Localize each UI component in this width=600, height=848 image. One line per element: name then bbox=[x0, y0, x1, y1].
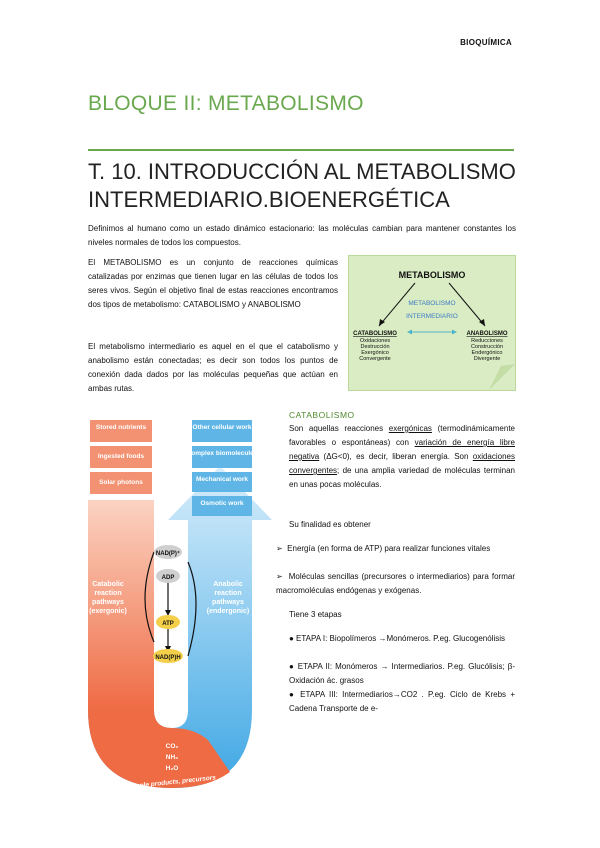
catabolic-anabolic-figure bbox=[68, 410, 276, 804]
catabolismo-item-3: Exergónico bbox=[361, 350, 389, 356]
anabolic-label-1: Anabolic bbox=[213, 581, 243, 588]
simple-products-label: Simple products, precursors bbox=[127, 774, 217, 791]
solar-photons-label: Solar photons bbox=[99, 479, 143, 486]
adp-label: ADP bbox=[161, 575, 175, 581]
metabolismo-diagram bbox=[348, 255, 516, 391]
nadph-label: NAD(P)H bbox=[155, 655, 181, 661]
ingested-foods-label: Ingested foods bbox=[97, 453, 145, 460]
catabolic-label-1: Catabolic bbox=[92, 581, 124, 588]
catabolismo-title: CATABOLISMO bbox=[353, 331, 397, 337]
metabolismo-paragraph bbox=[88, 256, 338, 312]
nadp-label: NAD(P)⁺ bbox=[155, 551, 181, 557]
page-curl-icon bbox=[489, 364, 515, 390]
catabolic-anabolic-svg bbox=[68, 410, 276, 804]
other-work-label: Other cellular work bbox=[192, 424, 252, 431]
section-divider bbox=[88, 149, 514, 151]
cat-text-e: (ΔG<0), es decir, liberan energía. Son bbox=[319, 452, 473, 461]
cat-convergentes: convergentes bbox=[289, 466, 338, 475]
h2o-label: H₂O bbox=[165, 765, 179, 772]
stored-nutrients-label: Stored nutrients bbox=[95, 424, 147, 431]
intermediario-paragraph: El metabolismo intermediario es aquel en el que el catabolismo y anabolismo están conectadas; es decir son todos los puntos de conexión dada dados por las moléculas pequeñas que actúan en ambas rutas. bbox=[88, 342, 338, 393]
complex-biomolecules-label: Complex biomolecules bbox=[186, 450, 258, 457]
anabolismo-item-4: Divergente bbox=[473, 356, 501, 362]
cat-exergonicas: exergónicas bbox=[388, 424, 432, 433]
anabolismo-title: ANABOLISMO bbox=[466, 331, 508, 337]
nh3-label: NH₃ bbox=[165, 754, 179, 761]
catabolic-label-4: (exergonic) bbox=[89, 608, 127, 615]
cat-text-a: Son aquellas reacciones bbox=[289, 424, 389, 433]
diagram-title: METABOLISMO bbox=[398, 270, 466, 280]
catabolismo-item-2: Destrucción bbox=[360, 344, 390, 350]
mechanical-work-label: Mechanical work bbox=[195, 476, 249, 483]
metabolismo-types: CATABOLISMO y ANABOLISMO bbox=[183, 300, 301, 309]
metabolismo-diagram-svg bbox=[349, 256, 515, 390]
header-tag: BIOQUÍMICA bbox=[460, 38, 512, 47]
cat-oxidaciones: oxidaciones bbox=[472, 452, 515, 461]
cat-text-i: ; de una amplia variedad de moléculas terminan en unas pocas moléculas. bbox=[289, 466, 515, 489]
etapa-1: ● ETAPA I: Biopolímeros →Monómeros. P.eg. Glucogenólisis bbox=[289, 634, 506, 643]
finalidad-text: Su finalidad es obtener bbox=[289, 520, 371, 529]
etapa-2: ● ETAPA II: Monómeros → Intermediarios. P.eg. Glucólisis; β-Oxidación ác. grasos bbox=[289, 662, 515, 685]
catabolismo-item-4: Convergente bbox=[359, 356, 391, 362]
finalidad-bullet-2 bbox=[276, 570, 515, 598]
catabolic-label-2: reaction bbox=[94, 590, 122, 597]
anabolic-label-4: (endergonic) bbox=[206, 608, 250, 615]
co2-label: CO₂ bbox=[165, 743, 179, 750]
metabolismo-text: es un conjunto de reacciones químicas catalizadas por enzimas que tienen lugar en las células de todos los seres vivos. Según el objetivo final de estas reacciones encontramos dos tipos de metabolismo: bbox=[88, 258, 339, 309]
anabolic-label-2: reaction bbox=[214, 590, 242, 597]
section-title: BLOQUE II: METABOLISMO bbox=[88, 92, 364, 115]
anabolic-label-3: pathways bbox=[212, 599, 244, 606]
catabolismo-item-1: Oxidaciones bbox=[359, 338, 391, 344]
etapa-3: ● ETAPA III: Intermediarios→CO2 . P.eg. Ciclo de Krebs + Cadena Transporte de e- bbox=[289, 690, 515, 713]
arrow-bullet-icon: ➢ bbox=[276, 544, 288, 553]
topic-title: T. 10. INTRODUCCIÓN AL METABOLISMO INTERMEDIARIO.BIOENERGÉTICA bbox=[88, 159, 516, 212]
center-label-bottom: INTERMEDIARIO bbox=[406, 313, 458, 320]
osmotic-work-label: Osmotic work bbox=[200, 500, 244, 507]
cat-text-c: (termodinámicamente favorables o espontáneas) con bbox=[289, 424, 515, 447]
bullet-1-text: Energía (en forma de ATP) para realizar funciones vitales bbox=[287, 544, 491, 553]
catabolic-label-3: pathways bbox=[92, 599, 124, 606]
intro-paragraph: Definimos al humano como un estado dinámico estacionario: las moléculas cambian para mantener constantes los niveles normales de todos los compuestos. bbox=[88, 224, 516, 247]
catabolismo-heading: CATABOLISMO bbox=[289, 410, 355, 420]
cat-variacion: variación de energía libre negativa bbox=[289, 438, 515, 461]
anabolismo-item-1: Reducciones bbox=[471, 338, 503, 344]
atp-label: ATP bbox=[162, 621, 174, 627]
center-label-top: METABOLISMO bbox=[408, 300, 456, 307]
metabolismo-term: El METABOLISMO bbox=[88, 258, 162, 267]
anabolismo-item-3: Endergónico bbox=[471, 350, 503, 356]
catabolismo-paragraph bbox=[289, 422, 515, 492]
arrow-bullet-icon: ➢ bbox=[276, 572, 289, 581]
anabolismo-item-2: Construcción bbox=[470, 344, 504, 350]
bullet-2-text: Moléculas sencillas (precursores o intermediarios) para formar macromoléculas endógenas y exógenas. bbox=[276, 572, 515, 595]
etapas-intro: Tiene 3 etapas bbox=[289, 610, 342, 619]
finalidad-bullet-1 bbox=[276, 542, 515, 556]
